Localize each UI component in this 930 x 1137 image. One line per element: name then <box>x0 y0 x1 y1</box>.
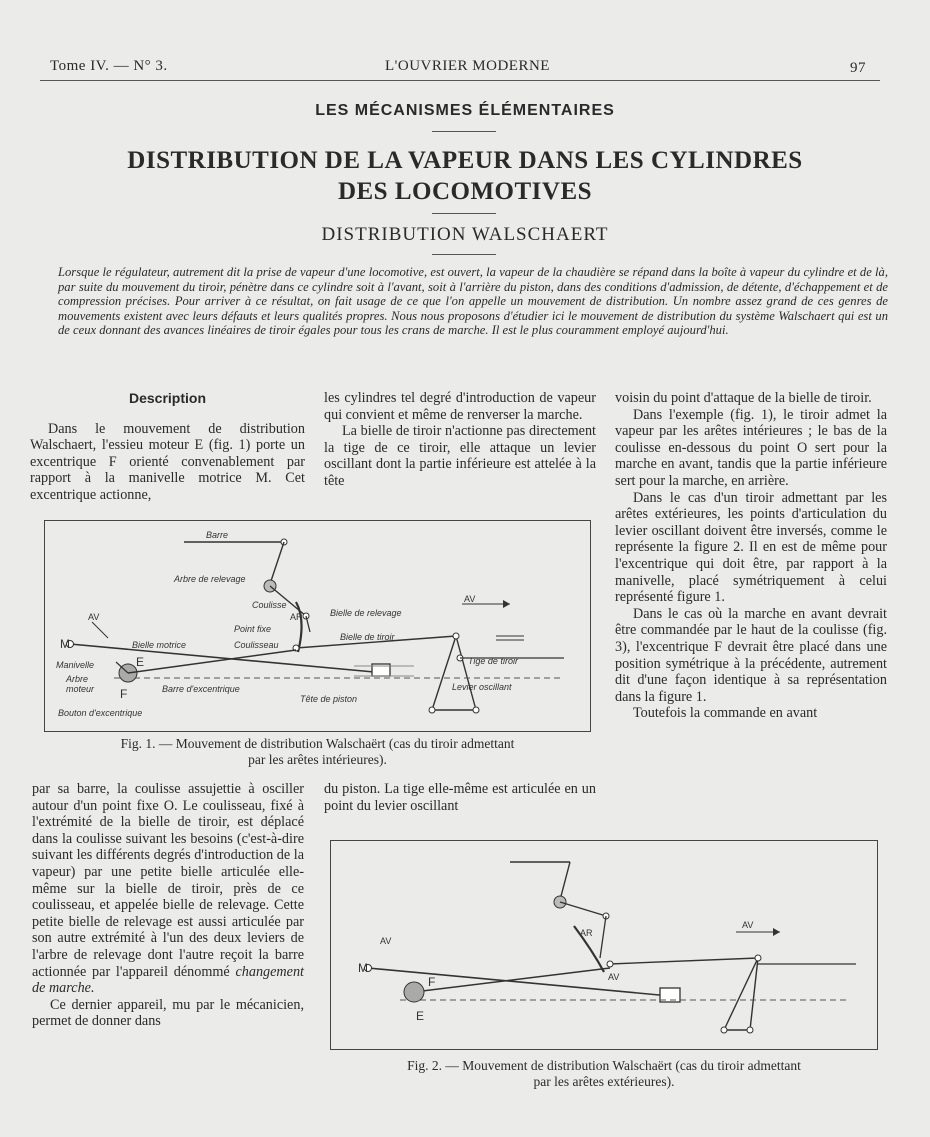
paragraph: Ce dernier appareil, mu par le mécanicien, permet de donner dans <box>32 996 304 1030</box>
paragraph: Toutefois la commande en avant <box>633 705 818 722</box>
intro-paragraph: Lorsque le régulateur, autrement dit la prise de vapeur d'une locomotive, est ouvert, la vapeur de la chaudière se répand dans la boîte à vapeur du cylindre et de là, par suite du mouvement du tiroir, pénètre dans ce cylindre soit à l'avant, soit à l'arrière du piston, dans des conditions d'admission, de détente, d'échappement et de compression précises. Pour arriver à ce résultat, on fait usage de ce que l'on appelle un mouvement de distribution. Un nombre assez grand de ces genres de mouvements existent avec leurs défauts et leurs qualités propres. Nous nous proposons d'étudier ici le mouvement de distribution du système Walschaert qui est un de ceux donnant des avances linéaires de tiroir égales pour tous les crans de marche. Il est le plus couramment employé aujourd'hui. <box>58 265 888 337</box>
fig2-label-av2: AV <box>742 920 754 930</box>
fig1-label-bielle-motrice: Bielle motrice <box>132 640 187 650</box>
fig1-label-coulisseau: Coulisseau <box>234 640 279 650</box>
figure-2-caption-line2: par les arêtes extérieures). <box>533 1074 675 1089</box>
article-title-line2: DES LOCOMOTIVES <box>337 178 593 205</box>
fig1-label-tete-piston: Tête de piston <box>300 694 358 704</box>
paragraph: voisin du point d'attaque de la bielle de tiroir. <box>615 390 872 406</box>
figure-1-caption-line2: par les arêtes intérieures). <box>248 752 387 767</box>
section-heading: LES MÉCANISMES ÉLÉMENTAIRES <box>315 102 615 119</box>
header-magazine-title: L'OUVRIER MODERNE <box>385 58 550 74</box>
fig1-label-coulisse: Coulisse <box>252 600 287 610</box>
paragraph: par sa barre, la coulisse assujettie à osciller autour d'un point fixe O. Le coulisseau, fixé à l'extrémité de la bielle de tiroir, est déplacé dans la coulisse suivant les besoins (c'est-à-dire suivant les différents degrés d'introduction de la vapeur) par une petite bielle articulée elle-même sur la bielle de tiroir, près de ce coulisseau, et appelée bielle de relevage. Cette petite bielle de relevage est aussi articulée par son autre extrémité à l'un des deux leviers de l'arbre de relevage dont l'autre reçoit la barre actionnée par l'appareil dénommé changement de marche. <box>32 781 305 997</box>
column-2-top <box>324 390 596 490</box>
figure-1-caption <box>44 736 591 768</box>
fig1-label-av2: AV <box>88 612 100 622</box>
column-1-bottom <box>32 781 304 1030</box>
fig1-label-bielle-relevage: Bielle de relevage <box>330 608 402 618</box>
figure-2-caption-line1: Fig. 2. — Mouvement de distribution Walschaërt (cas du tiroir admettant <box>407 1058 801 1073</box>
column-2-bottom <box>324 781 596 814</box>
figure-1-diagram <box>44 520 591 732</box>
fig2-label-e: E <box>416 1009 425 1023</box>
fig1-label-manivelle: Manivelle <box>56 660 95 670</box>
figure-1 <box>44 520 591 732</box>
fig1-label-levier-oscillant: Levier oscillant <box>452 682 512 692</box>
title-divider <box>432 213 496 214</box>
fig2-label-ar: AR <box>580 928 593 938</box>
fig2-label-f: F <box>428 975 436 989</box>
paragraph: Dans le cas d'un tiroir admettant par les arêtes extérieures, les points d'articulation du levier oscillant doivent être inversés, comme le représente la figure 2. Il en est de même pour l'excentrique qui doit être, par rapport à la manivelle, placé symétriquement à celui représenté figure 1. <box>615 489 887 606</box>
paragraph: Dans le mouvement de distribution Walschaert, l'essieu moteur E (fig. 1) porte un excentrique F orienté convenablement par rapport à la manivelle motrice M. Cet excentrique actionne, <box>30 420 305 503</box>
fig1-label-tige-tiroir: Tige de tiroir <box>468 656 518 666</box>
figure-1-caption-line1: Fig. 1. — Mouvement de distribution Walschaërt (cas du tiroir admettant <box>120 736 515 751</box>
paragraph: La bielle de tiroir n'actionne pas directement la tige de ce tiroir, elle attaque un levier oscillant dont la partie inférieure est attelée à la tête <box>324 423 596 489</box>
fig2-label-m: M <box>358 961 368 975</box>
paragraph: Dans l'exemple (fig. 1), le tiroir admet la vapeur par les arêtes intérieures ; le bas de la coulisse en-dessous du point O sert pour la marche en avant, tandis que la partie inférieure sert pour la marche, en arrière. <box>615 406 887 489</box>
header-volume-number: Tome IV. — N° 3. <box>50 58 168 74</box>
description-heading: Description <box>128 390 206 406</box>
fig1-label-bielle-tiroir: Bielle de tiroir <box>340 632 395 642</box>
figure-2-caption <box>330 1058 878 1090</box>
column-1-top <box>30 390 305 504</box>
fig1-label-bouton-excentrique: Bouton d'excentrique <box>58 708 143 718</box>
paragraph: Dans le cas où la marche en avant devrait être commandée par le haut de la coulisse (fig. 3), l'excentrique F devrait être placé dans une position symétrique à la précédente, autrement dit d'une façon identique à sa représentation dans la figure 1. <box>615 605 887 705</box>
fig1-label-arbre-moteur-1: Arbre <box>66 674 89 684</box>
fig2-label-av3: AV <box>608 972 620 982</box>
article-subtitle: DISTRIBUTION WALSCHAERT <box>321 224 609 245</box>
figure-2-diagram <box>330 840 878 1050</box>
fig1-label-ar: AR <box>290 612 303 622</box>
header-rule <box>40 80 880 81</box>
fig1-label-m: M <box>60 637 70 651</box>
fig1-label-av: AV <box>464 594 476 604</box>
figure-2 <box>330 840 878 1050</box>
fig1-label-point-fixe: Point fixe <box>234 624 272 634</box>
italic-term: changement de marche. <box>32 963 305 997</box>
article-title-line1: DISTRIBUTION DE LA VAPEUR DANS LES CYLINDRES <box>127 147 803 174</box>
fig1-label-barre-excentrique: Barre d'excentrique <box>162 684 240 694</box>
paragraph: du piston. La tige elle-même est articulée en un point du levier oscillant <box>324 781 596 814</box>
subtitle-divider <box>432 254 496 255</box>
fig1-label-e: E <box>136 655 145 669</box>
column-3 <box>615 390 887 722</box>
header-page-number: 97 <box>850 60 866 76</box>
fig1-label-f: F <box>120 687 128 701</box>
paragraph: les cylindres tel degré d'introduction de vapeur qui convient et même de renverser la marche. <box>324 390 596 423</box>
fig2-label-av1: AV <box>380 936 392 946</box>
fig1-label-barre: Barre <box>206 530 229 540</box>
section-divider <box>432 131 496 132</box>
fig1-label-arbre-relevage: Arbre de relevage <box>174 574 246 584</box>
fig1-label-arbre-moteur-2: moteur <box>66 684 95 694</box>
